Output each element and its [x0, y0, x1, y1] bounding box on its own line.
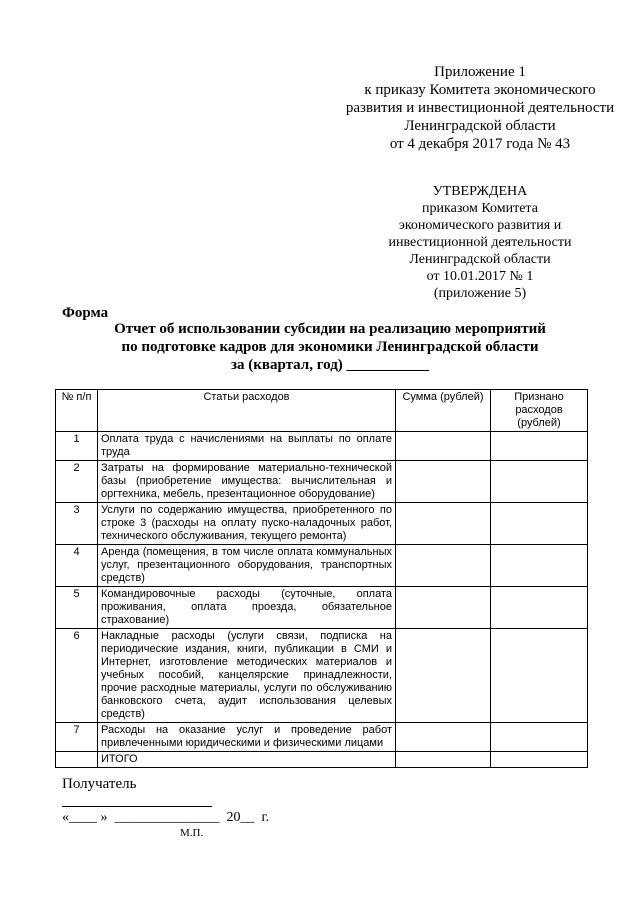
recognized-cell[interactable] [491, 587, 588, 629]
total-amount-cell[interactable] [396, 752, 491, 768]
row-number [56, 752, 98, 768]
total-recognized-cell[interactable] [491, 752, 588, 768]
total-row [56, 752, 588, 768]
approval-line: инвестиционной деятельности [388, 235, 572, 250]
table-row [56, 629, 588, 723]
approval-line: от 10.01.2017 № 1 [426, 269, 534, 284]
row-number: 2 [56, 461, 98, 503]
table-row [56, 432, 588, 461]
table-row [56, 503, 588, 545]
row-number: 1 [56, 432, 98, 461]
report-title-line: по подготовке кадров для экономики Ленинградской области [121, 339, 539, 355]
report-title-line: за (квартал, год) ___________ [230, 357, 430, 373]
appendix-line: развития и инвестиционной деятельности [345, 100, 615, 116]
approval-line: экономического развития и [398, 218, 562, 233]
appendix-line: к приказу Комитета экономического [364, 82, 596, 98]
recognized-cell[interactable] [491, 461, 588, 503]
amount-cell[interactable] [396, 723, 491, 752]
appendix-line: Ленинградской области [404, 118, 556, 134]
table-header-row [56, 390, 588, 432]
approval-line: УТВЕРЖДЕНА [432, 184, 528, 199]
recipient-label: Получатель [62, 776, 137, 792]
recognized-cell[interactable] [491, 723, 588, 752]
expense-item: Затраты на формирование материально-технической базы (приобретение имущества: вычислительная и оргтехника, мебель, презентационное оборудование) [98, 461, 396, 503]
expense-item: Аренда (помещения, в том числе оплата коммунальных услуг, презентационного оборудования, транспортных средств) [98, 545, 396, 587]
date-signature-line[interactable]: «____ » _______________ 20__ г. [62, 810, 270, 825]
form-label: Форма [62, 305, 109, 321]
report-title-line: Отчет об использовании субсидии на реализацию мероприятий [114, 321, 546, 337]
amount-cell[interactable] [396, 587, 491, 629]
col-header-recognized-expenses: Признано расходов (рублей) [491, 390, 588, 432]
appendix-line: от 4 декабря 2017 года № 43 [389, 136, 571, 152]
row-number: 6 [56, 629, 98, 723]
report-title [60, 320, 600, 374]
recipient-signature-line[interactable] [62, 806, 212, 807]
recognized-cell[interactable] [491, 432, 588, 461]
expense-item: Расходы на оказание услуг и проведение работ привлеченными юридическими и физическими лицами [98, 723, 396, 752]
expense-table [55, 389, 588, 768]
approval-line: Ленинградской области [409, 252, 551, 267]
row-number: 3 [56, 503, 98, 545]
recognized-cell[interactable] [491, 629, 588, 723]
col-header-amount: Сумма (рублей) [396, 390, 491, 432]
approval-line: приказом Комитета [422, 201, 538, 216]
table-row [56, 723, 588, 752]
approval-line: (приложение 5) [433, 286, 527, 301]
approval-block [330, 183, 630, 302]
table-row [56, 587, 588, 629]
table-row [56, 461, 588, 503]
expense-item: Командировочные расходы (суточные, оплата проживания, оплата проезда, обязательное страхование) [98, 587, 396, 629]
col-header-number: № п/п [56, 390, 98, 432]
expense-item: Оплата труда с начислениями на выплаты по оплате труда [98, 432, 396, 461]
recognized-cell[interactable] [491, 545, 588, 587]
row-number: 4 [56, 545, 98, 587]
appendix-line: Приложение 1 [434, 64, 526, 80]
appendix-header [330, 63, 630, 153]
row-number: 7 [56, 723, 98, 752]
amount-cell[interactable] [396, 545, 491, 587]
col-header-expense-items: Статьи расходов [98, 390, 396, 432]
table-row [56, 545, 588, 587]
expense-item: Услуги по содержанию имущества, приобретенного по строке 3 (расходы на оплату пуско-наладочных работ, технического обслуживания, текущего ремонта) [98, 503, 396, 545]
amount-cell[interactable] [396, 432, 491, 461]
recognized-cell[interactable] [491, 503, 588, 545]
amount-cell[interactable] [396, 503, 491, 545]
row-number: 5 [56, 587, 98, 629]
amount-cell[interactable] [396, 461, 491, 503]
expense-item: Накладные расходы (услуги связи, подписка на периодические издания, книги, публикации в СМИ и Интернет, изготовление методических материалов и учебных пособий, канцелярские принадлежности, прочие расходные материалы, услуги по обслуживанию банковского счета, аудит использования целевых средств) [98, 629, 396, 723]
total-label: ИТОГО [98, 752, 396, 768]
amount-cell[interactable] [396, 629, 491, 723]
stamp-label: М.П. [180, 827, 204, 839]
